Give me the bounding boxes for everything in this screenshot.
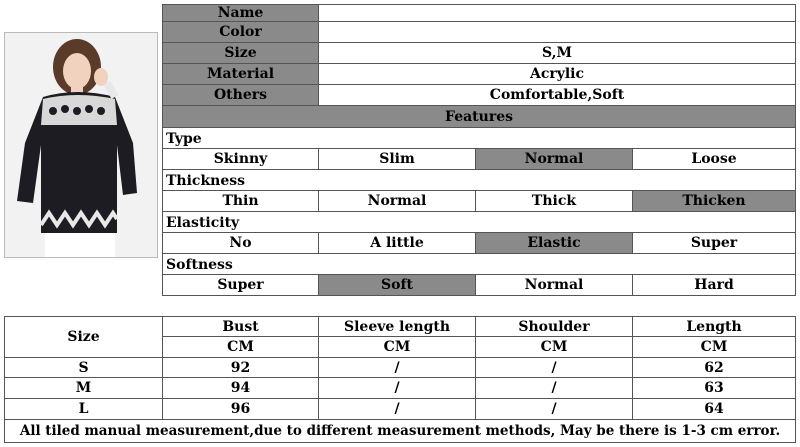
size-label: L bbox=[4, 398, 163, 420]
size-value: / bbox=[475, 377, 633, 399]
feature-group-thickness: Thickness bbox=[162, 169, 796, 191]
size-header: Size bbox=[4, 316, 163, 358]
size-label: M bbox=[4, 377, 163, 399]
feature-option: Normal bbox=[475, 274, 633, 296]
size-value: / bbox=[475, 357, 633, 378]
info-value-size: S,M bbox=[318, 42, 796, 64]
size-value: / bbox=[318, 398, 476, 420]
feature-group-softness: Softness bbox=[162, 253, 796, 275]
size-value: 92 bbox=[162, 357, 319, 378]
size-value: 63 bbox=[632, 377, 796, 399]
feature-option: Slim bbox=[318, 148, 476, 170]
feature-option: A little bbox=[318, 232, 476, 254]
feature-option: Thin bbox=[162, 190, 319, 212]
info-label-name: Name bbox=[162, 4, 319, 22]
feature-option: Skinny bbox=[162, 148, 319, 170]
unit-cell: CM bbox=[162, 336, 319, 358]
features-title: Features bbox=[162, 105, 796, 128]
feature-option-selected: Normal bbox=[475, 148, 633, 170]
unit-cell: CM bbox=[318, 336, 476, 358]
unit-cell: CM bbox=[632, 336, 796, 358]
info-value-name bbox=[318, 4, 796, 22]
info-value-others: Comfortable,Soft bbox=[318, 84, 796, 106]
feature-option: Thick bbox=[475, 190, 633, 212]
info-label-size: Size bbox=[162, 42, 319, 64]
feature-option: Hard bbox=[632, 274, 796, 296]
size-value: / bbox=[318, 357, 476, 378]
product-photo bbox=[4, 32, 158, 258]
feature-option: Loose bbox=[632, 148, 796, 170]
size-value: 62 bbox=[632, 357, 796, 378]
column-header-shoulder: Shoulder bbox=[475, 316, 633, 337]
model-illustration bbox=[5, 33, 157, 257]
measurement-footnote: All tiled manual measurement,due to different measurement methods, May be there is 1-3 cm error. bbox=[4, 419, 796, 443]
size-value: 94 bbox=[162, 377, 319, 399]
column-header-bust: Bust bbox=[162, 316, 319, 337]
feature-option-selected: Soft bbox=[318, 274, 476, 296]
feature-option: Super bbox=[162, 274, 319, 296]
feature-option-selected: Elastic bbox=[475, 232, 633, 254]
feature-option-selected: Thicken bbox=[632, 190, 796, 212]
size-value: 96 bbox=[162, 398, 319, 420]
info-value-material: Acrylic bbox=[318, 63, 796, 85]
feature-group-elasticity: Elasticity bbox=[162, 211, 796, 233]
feature-group-type: Type bbox=[162, 127, 796, 149]
size-value: / bbox=[318, 377, 476, 399]
column-header-sleeve: Sleeve length bbox=[318, 316, 476, 337]
info-label-others: Others bbox=[162, 84, 319, 106]
size-value: 64 bbox=[632, 398, 796, 420]
info-value-color bbox=[318, 21, 796, 43]
feature-option: No bbox=[162, 232, 319, 254]
column-header-length: Length bbox=[632, 316, 796, 337]
feature-option: Normal bbox=[318, 190, 476, 212]
info-label-material: Material bbox=[162, 63, 319, 85]
unit-cell: CM bbox=[475, 336, 633, 358]
info-label-color: Color bbox=[162, 21, 319, 43]
feature-option: Super bbox=[632, 232, 796, 254]
size-value: / bbox=[475, 398, 633, 420]
size-label: S bbox=[4, 357, 163, 378]
